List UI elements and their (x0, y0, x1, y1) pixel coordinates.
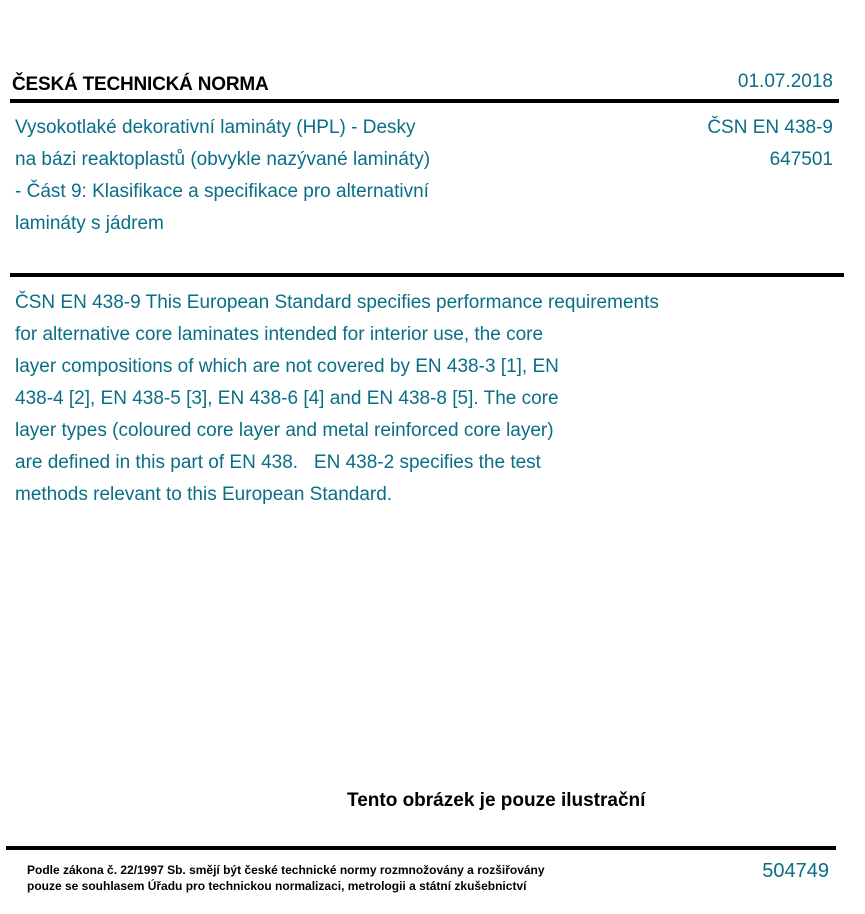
publication-date: 01.07.2018 (737, 71, 833, 92)
legal-notice-line: Podle zákona č. 22/1997 Sb. smějí být české technické normy rozmnožovány a rozšiřovány (27, 863, 545, 877)
abstract-line: methods relevant to this European Standard. (15, 484, 393, 505)
standard-title-line: lamináty s jádrem (15, 213, 164, 234)
standard-title (15, 112, 535, 240)
document-heading: ČESKÁ TECHNICKÁ NORMA (12, 74, 269, 95)
header-divider (10, 99, 839, 103)
abstract-text (15, 287, 775, 511)
legal-notice-line: pouze se souhlasem Úřadu pro technickou normalizaci, metrologii a státní zkušebnictví (27, 879, 527, 893)
illustration-notice: Tento obrázek je pouze ilustrační (347, 790, 646, 811)
standard-title-line: Vysokotlaké dekorativní lamináty (HPL) - Desky (15, 117, 416, 138)
document-id: 504749 (762, 860, 829, 882)
legal-notice (27, 862, 545, 894)
abstract-line: for alternative core laminates intended for interior use, the core (15, 324, 544, 345)
title-divider (10, 273, 844, 277)
footer-divider (6, 846, 836, 850)
abstract-line: layer types (coloured core layer and metal reinforced core layer) (15, 420, 554, 441)
standard-title-line: - Část 9: Klasifikace a specifikace pro alternativní (15, 181, 429, 202)
standard-title-line: na bázi reaktoplastů (obvykle nazývané lamináty) (15, 149, 431, 170)
classification-code: 647501 (769, 149, 833, 170)
abstract-line: ČSN EN 438-9 This European Standard specifies performance requirements (15, 292, 659, 313)
standard-identifiers (707, 112, 833, 176)
standard-number: ČSN EN 438-9 (707, 117, 833, 138)
abstract-line: are defined in this part of EN 438. EN 438-2 specifies the test (15, 452, 541, 473)
abstract-line: layer compositions of which are not covered by EN 438-3 [1], EN (15, 356, 559, 377)
abstract-line: 438-4 [2], EN 438-5 [3], EN 438-6 [4] and EN 438-8 [5]. The core (15, 388, 559, 409)
